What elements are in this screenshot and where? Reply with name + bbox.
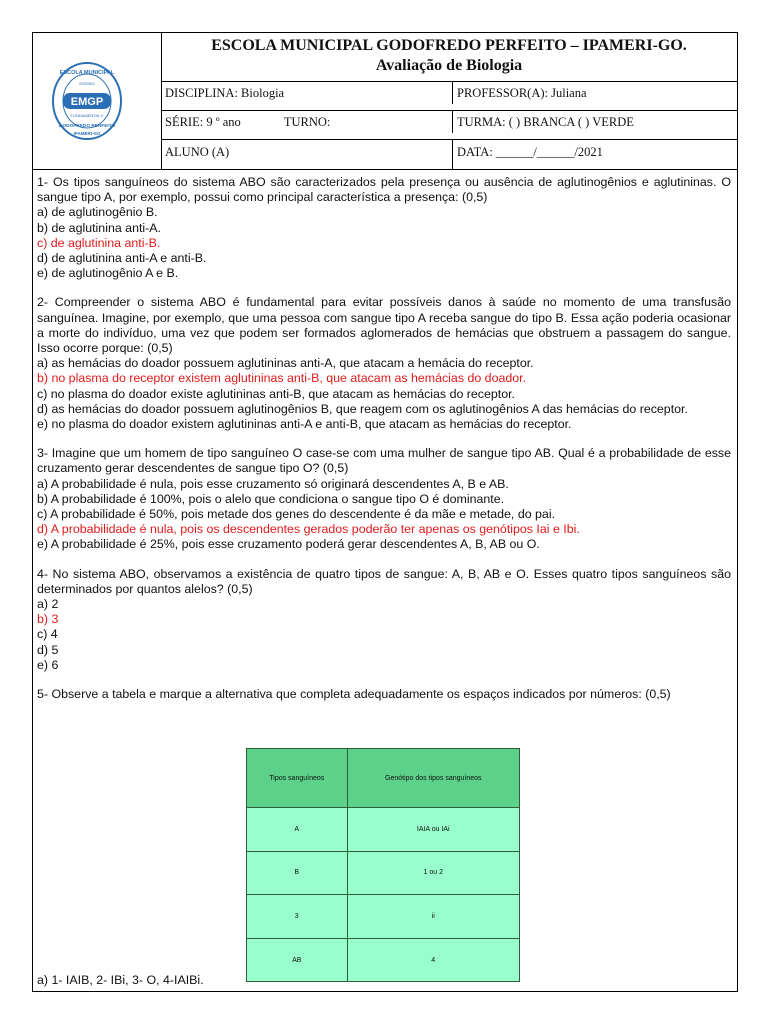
logo-top-text: ESCOLA MUNICIPAL bbox=[59, 70, 115, 76]
option-b-answer: b) 3 bbox=[37, 612, 59, 627]
logo-bottom-text: GODOFREDO PERFEITO bbox=[58, 124, 116, 129]
option-a: a) as hemácias do doador possuem aglutininas anti-A, que atacam a hemácia do receptor. bbox=[37, 356, 534, 371]
table-row bbox=[247, 808, 520, 852]
data-field: DATA: ______/______/2021 bbox=[457, 145, 603, 159]
table-row bbox=[247, 895, 520, 939]
question-2 bbox=[37, 295, 731, 432]
table-cell: A bbox=[247, 808, 348, 852]
option-d: d) as hemácias do doador possuem aglutinogênios B, que reagem com os aglutinogênios A das hemácias do receptor. bbox=[37, 401, 688, 416]
option-b: b) A probabilidade é 100%, pois o alelo que condiciona o sangue tipo O é dominante. bbox=[37, 491, 505, 506]
option-c: c) A probabilidade é 50%, pois metade dos genes do descendente é da mãe e metade, do pai. bbox=[37, 507, 556, 522]
table-row bbox=[247, 938, 520, 982]
option-e: e) de aglutinogênio A e B. bbox=[37, 266, 179, 281]
table-cell: 1 ou 2 bbox=[347, 851, 519, 895]
question-text: 3- Imagine que um homem de tipo sanguíneo O case-se com uma mulher de sangue tipo AB. Qual é a probabilidade de esse cruzamento gerar descendentes de sangue tipo O? (0,5) bbox=[37, 446, 731, 476]
header-row-3 bbox=[161, 139, 737, 170]
turma-field: TURMA: ( ) BRANCA ( ) VERDE bbox=[457, 115, 634, 129]
table-header-row bbox=[247, 749, 520, 808]
question-5 bbox=[37, 687, 731, 702]
question-3 bbox=[37, 446, 731, 552]
logo-ensino-text: ENSINO bbox=[79, 81, 95, 86]
school-name: ESCOLA MUNICIPAL GODOFREDO PERFEITO – IPAMERI-GO. bbox=[211, 37, 687, 54]
option-b: b) de aglutinina anti-A. bbox=[37, 220, 161, 235]
table-header: Genótipo dos tipos sanguíneos bbox=[347, 749, 519, 808]
option-d: d) 5 bbox=[37, 642, 59, 657]
table-cell: IAIA ou IAi bbox=[347, 808, 519, 852]
table-cell: B bbox=[247, 851, 348, 895]
table-cell: 4 bbox=[347, 938, 519, 982]
school-logo bbox=[51, 61, 123, 141]
exam-title: Avaliação de Biologia bbox=[375, 57, 523, 74]
title-cell bbox=[161, 33, 737, 81]
option-c: c) no plasma do doador existe aglutininas anti-B, que atacam as hemácias do receptor. bbox=[37, 386, 516, 401]
exam-page bbox=[32, 32, 738, 992]
question-text: 4- No sistema ABO, observamos a existência de quatro tipos de sangue: A, B, AB e O. Esses quatro tipos sanguíneos são determinados por quantos alelos? (0,5) bbox=[37, 566, 731, 596]
blood-type-table bbox=[246, 748, 520, 982]
questions-area bbox=[37, 175, 731, 702]
option-a: a) 2 bbox=[37, 597, 59, 612]
question-text: 5- Observe a tabela e marque a alternativa que completa adequadamente os espaços indicados por números: (0,5) bbox=[37, 687, 671, 702]
logo-emgp-text: EMGP bbox=[70, 96, 104, 108]
turno-field: TURNO: bbox=[283, 115, 331, 129]
serie-field: SÉRIE: 9 º ano bbox=[165, 115, 241, 129]
option-a: a) A probabilidade é nula, pois esse cruzamento só originará descendentes A, B e AB. bbox=[37, 476, 509, 491]
question-text: 2- Compreender o sistema ABO é fundamental para evitar possíveis danos à saúde no momento de uma transfusão sanguínea. Imagine, por exemplo, que uma pessoa com sangue tipo A receba sangue do tipo B. Essa ação poderia ocasionar a morte do indivíduo, uma vez que podem ser formados aglomerados de hemácias que obstruem a passagem do sangue. Isso ocorre porque: (0,5) bbox=[37, 295, 731, 356]
professor-field: PROFESSOR(A): Juliana bbox=[457, 86, 587, 100]
header-row-1 bbox=[161, 81, 737, 104]
logo-cell bbox=[33, 33, 162, 169]
option-c-answer: c) de aglutinina anti-B. bbox=[37, 235, 161, 250]
option-e: e) A probabilidade é 25%, pois esse cruzamento poderá gerar descendentes A, B, AB ou O. bbox=[37, 537, 540, 552]
option-c: c) 4 bbox=[37, 627, 58, 642]
option-a: a) de aglutinogênio B. bbox=[37, 205, 158, 220]
option-e: e) no plasma do doador existem aglutininas anti-A e anti-B, que atacam as hemácias do receptor. bbox=[37, 417, 572, 432]
question-4 bbox=[37, 567, 731, 673]
option-e: e) 6 bbox=[37, 657, 59, 672]
exam-header bbox=[33, 33, 737, 170]
option-d: d) de aglutinina anti-A e anti-B. bbox=[37, 251, 207, 266]
option-d-answer: d) A probabilidade é nula, pois os descendentes gerados poderão ter apenas os genótipos Iai e Ibi. bbox=[37, 522, 580, 537]
table-row bbox=[247, 851, 520, 895]
table-cell: ii bbox=[347, 895, 519, 939]
logo-city-text: IPAMERI-GO bbox=[73, 131, 101, 136]
table-cell: AB bbox=[247, 938, 348, 982]
table-header: Tipos sanguíneos bbox=[247, 749, 348, 808]
question-text: 1- Os tipos sanguíneos do sistema ABO são caracterizados pela presença ou ausência de aglutinogênios e aglutininas. O sangue tipo A, por exemplo, possui como principal característica a presença: (0,5) bbox=[37, 175, 731, 205]
header-row-2 bbox=[161, 110, 737, 133]
disciplina-field: DISCIPLINA: Biologia bbox=[161, 82, 453, 104]
aluno-field: ALUNO (A) bbox=[161, 140, 453, 170]
table-cell: 3 bbox=[247, 895, 348, 939]
question-1 bbox=[37, 175, 731, 281]
serie-turno-cell bbox=[161, 111, 453, 133]
logo-fundamental-text: FUNDAMENTAL II bbox=[70, 113, 104, 118]
option-b-answer: b) no plasma do receptor existem aglutininas anti-B, que atacam as hemácias do doador. bbox=[37, 371, 527, 386]
question-5-option-a: a) 1- IAIB, 2- IBi, 3- O, 4-IAIBi. bbox=[37, 973, 204, 987]
